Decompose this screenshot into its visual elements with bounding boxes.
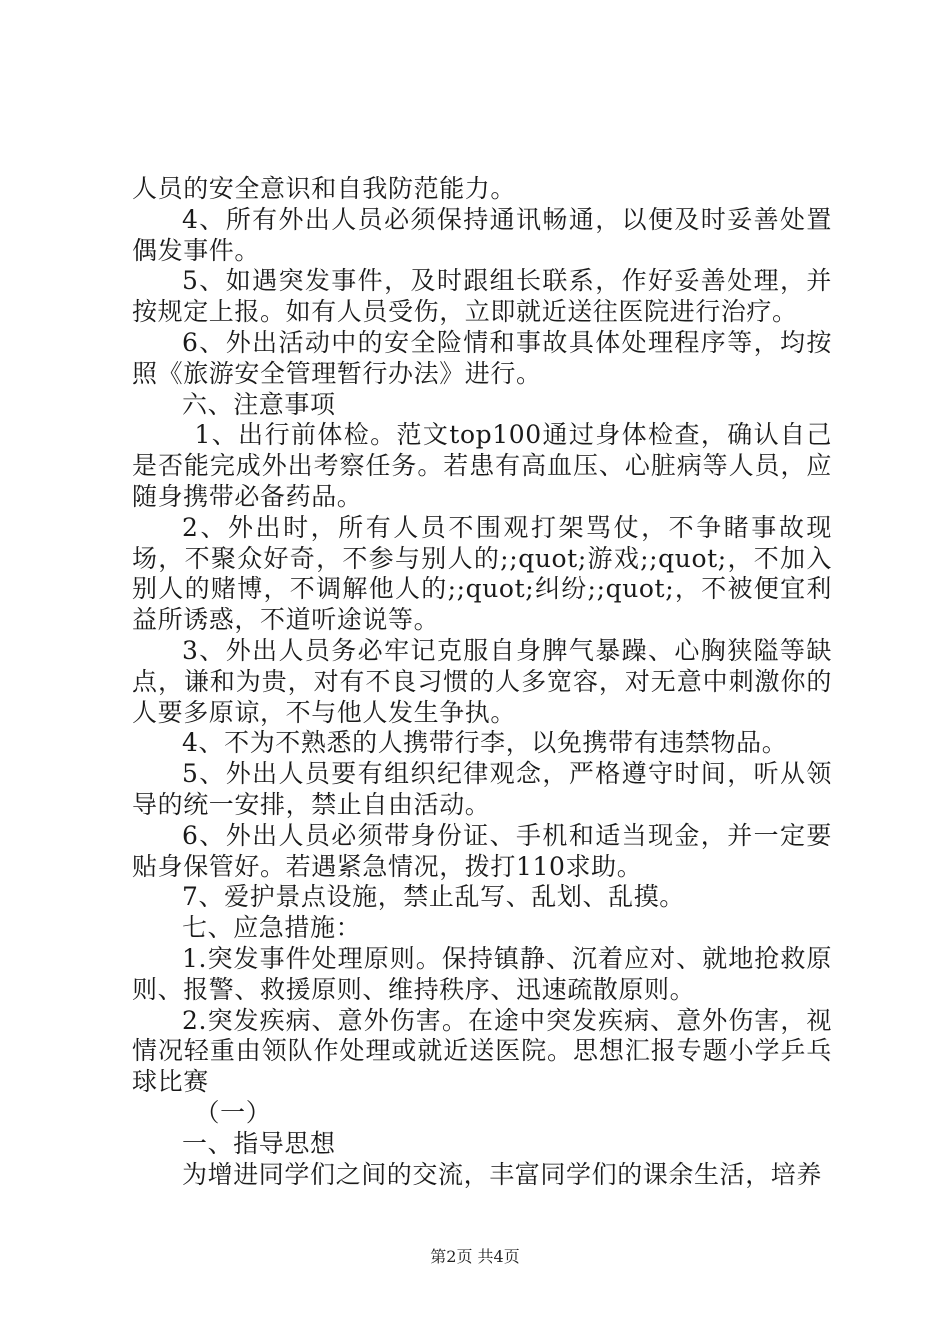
paragraph-continuation: 人员的安全意识和自我防范能力。 [132, 174, 517, 203]
paragraph-note-7-facilities: 7、爱护景点设施，禁止乱写、乱划、乱摸。 [182, 882, 685, 912]
paragraph-note-5-discipline: 5、外出人员要有组织纪律观念，严格遵守时间，听从领导的统一安排，禁止自由活动。 [132, 759, 832, 819]
document-body [132, 174, 832, 1190]
subsection-marker: （一） [194, 1097, 272, 1127]
paragraph-note-4-luggage: 4、不为不熟悉的人携带行李，以免携带有违禁物品。 [182, 728, 788, 758]
section-heading-notes: 六、注意事项 [182, 389, 336, 419]
section-heading-guiding-idea: 一、指导思想 [182, 1128, 336, 1158]
page-footer: 第2页 共4页 [430, 1247, 520, 1266]
paragraph-note-6-documents: 6、外出人员必须带身份证、手机和适当现金，并一定要贴身保管好。若遇紧急情况，拨打110求助。 [132, 820, 832, 881]
paragraph-note-1-health-check: 1、出行前体检。范文top100通过身体检查，确认自己是否能完成外出考察任务。若患有高血压、心脏病等人员，应随身携带必备药品。 [132, 420, 832, 511]
paragraph-note-2-conduct: 2、外出时，所有人员不围观打架骂仗，不争睹事故现场，不聚众好奇，不参与别人的;;quot;游戏;;quot;，不加入别人的赌博，不调解他人的;;quot;纠纷;;quot;，不被便宜利益所诱惑，不道听途说等。 [132, 512, 832, 635]
section-heading-emergency: 七、应急措施： [182, 913, 362, 943]
paragraph-emergency-1-principles: 1.突发事件处理原则。保持镇静、沉着应对、就地抢救原则、报警、救援原则、维持秩序、迅速疏散原则。 [132, 943, 832, 1004]
paragraph-item-5-emergency: 5、如遇突发事件，及时跟组长联系，作好妥善处理，并按规定上报。如有人员受伤，立即就近送往医院进行治疗。 [132, 266, 832, 327]
paragraph-item-4-communication: 4、所有外出人员必须保持通讯畅通，以便及时妥善处置偶发事件。 [132, 204, 832, 265]
paragraph-emergency-2-illness: 2.突发疾病、意外伤害。在途中突发疾病、意外伤害，视情况轻重由领队作处理或就近送医院。思想汇报专题小学乒乓球比赛 [132, 1005, 832, 1097]
paragraph-note-3-temper: 3、外出人员务必牢记克服自身脾气暴躁、心胸狭隘等缺点，谦和为贵，对有不良习惯的人多宽容，对无意中刺激你的人要多原谅，不与他人发生争执。 [132, 635, 832, 727]
paragraph-guiding-idea: 为增进同学们之间的交流，丰富同学们的课余生活，培养 [182, 1159, 823, 1189]
paragraph-item-6-procedure: 6、外出活动中的安全险情和事故具体处理程序等，均按照《旅游安全管理暂行办法》进行。 [132, 327, 832, 388]
